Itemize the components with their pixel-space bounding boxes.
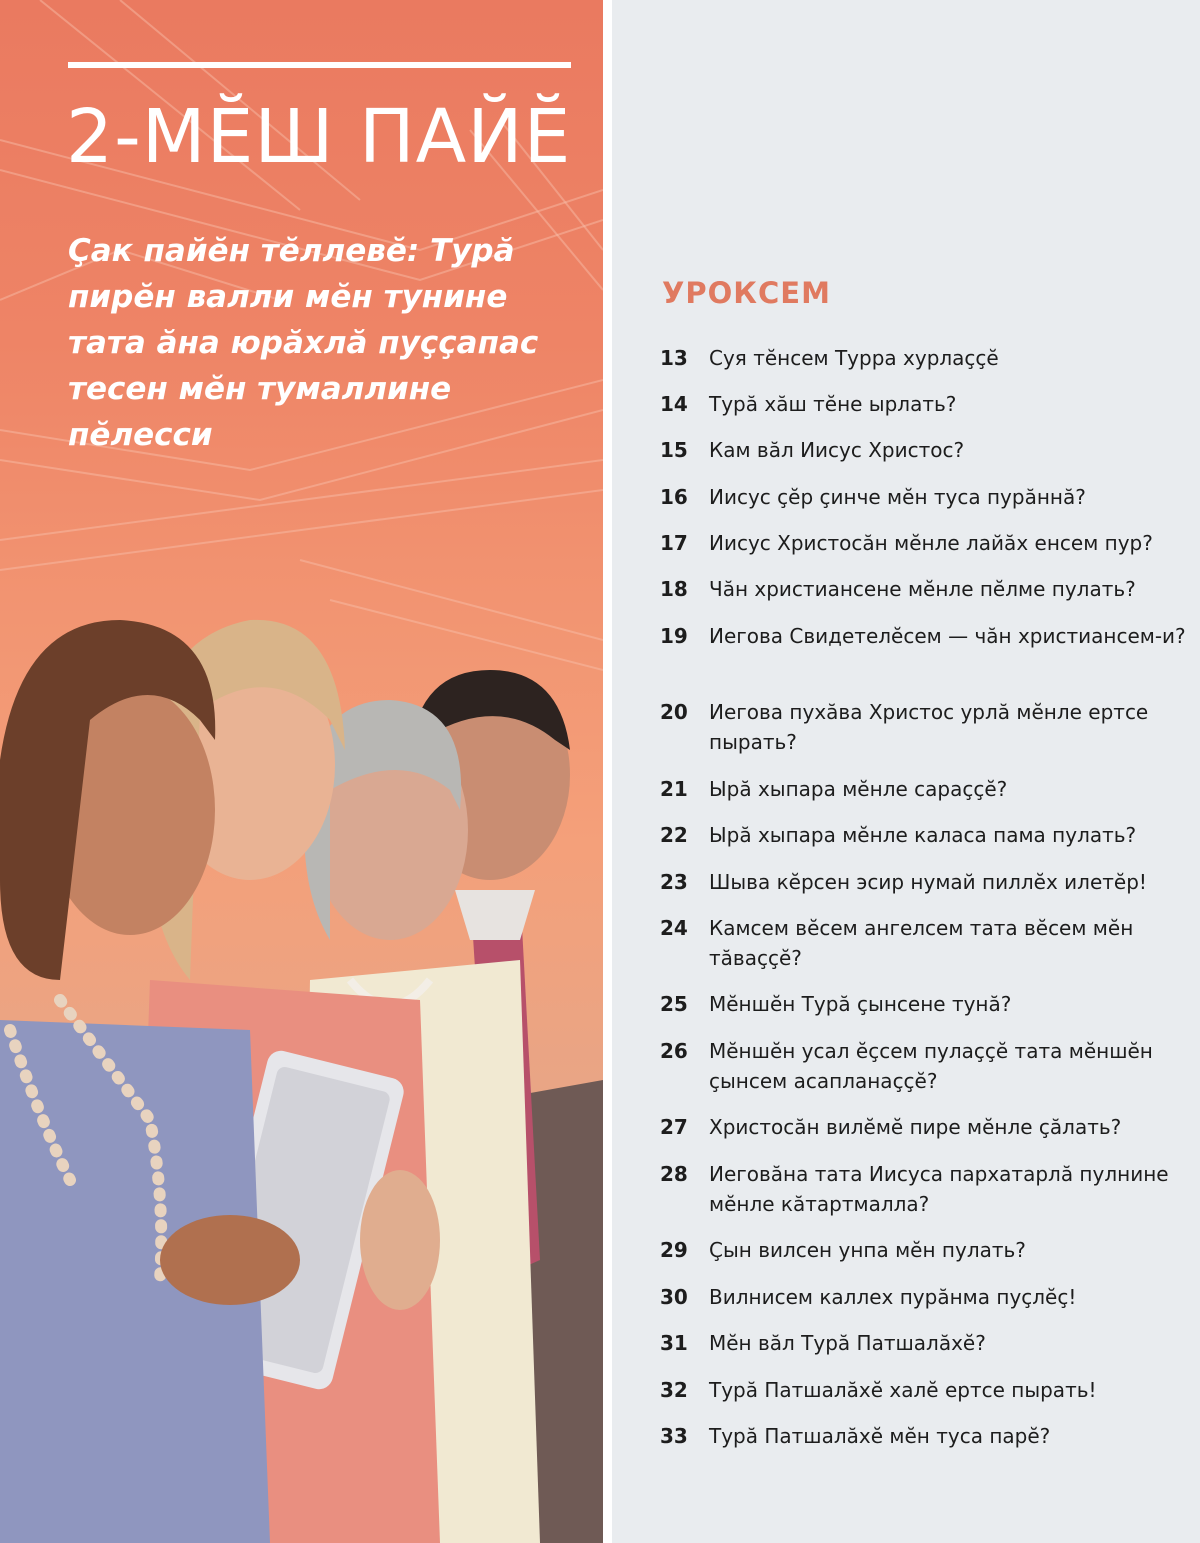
lesson-title: Вилнисем каллех пурăнма пуçлĕç! [709, 1285, 1077, 1309]
lesson-title: Суя тĕнсем Турра хурлаççĕ [709, 346, 999, 370]
lessons-panel [612, 0, 1200, 1543]
lesson-number: 33 [660, 1424, 688, 1448]
title-rule [68, 62, 571, 68]
lesson-number: 23 [660, 870, 688, 894]
page-divider [603, 0, 612, 1543]
lesson-number: 19 [660, 624, 688, 648]
lesson-number: 14 [660, 392, 688, 416]
lesson-number: 26 [660, 1039, 688, 1063]
part-title: 2-МĔШ ПАЙĔ [66, 94, 572, 180]
lesson-title: Ырă хыпара мĕнле сараççĕ? [709, 777, 1008, 801]
lesson-title: Иегова Свидетелĕсем — чăн христиансем-и? [709, 624, 1186, 648]
lesson-number: 24 [660, 916, 688, 940]
lesson-number: 16 [660, 485, 688, 509]
lesson-title: Мĕн вăл Турă Патшалăхĕ? [709, 1331, 986, 1355]
lesson-title: Турă Патшалăхĕ мĕн туса парĕ? [709, 1424, 1051, 1448]
lesson-title: Çын вилсен унпа мĕн пулать? [709, 1238, 1026, 1262]
lesson-number: 17 [660, 531, 688, 555]
lesson-number: 30 [660, 1285, 688, 1309]
lesson-number: 20 [660, 700, 688, 724]
lesson-title: Камсем вĕсем ангелсем тата вĕсем мĕн тăваççĕ? [709, 916, 1134, 970]
lesson-number: 28 [660, 1162, 688, 1186]
lesson-title: Иисус Христосăн мĕнле лайăх енсем пур? [709, 531, 1153, 555]
lesson-title: Шыва кĕрсен эсир нумай пиллĕх илетĕр! [709, 870, 1147, 894]
lesson-title: Кам вăл Иисус Христос? [709, 438, 965, 462]
lesson-title: Турă Патшалăхĕ халĕ ертсе пырать! [709, 1378, 1097, 1402]
lesson-number: 15 [660, 438, 688, 462]
group-of-smiling-people-illustration [0, 560, 603, 1543]
lesson-title: Турă хăш тĕне ырлать? [709, 392, 957, 416]
lesson-title: Чăн христиансене мĕнле пĕлме пулать? [709, 577, 1136, 601]
lesson-number: 13 [660, 346, 688, 370]
lessons-heading: УРОКСЕМ [662, 276, 831, 310]
lesson-title: Иеговăна тата Иисуса пархатарлă пулнине мĕнле кăтартмалла? [709, 1162, 1169, 1216]
lesson-title: Мĕншĕн усал ĕçсем пулаççĕ тата мĕншĕн çынсем асапланаççĕ? [709, 1039, 1153, 1093]
lesson-number: 29 [660, 1238, 688, 1262]
lesson-number: 18 [660, 577, 688, 601]
lesson-number: 22 [660, 823, 688, 847]
lesson-title: Иисус çĕр çинче мĕн туса пурăннă? [709, 485, 1086, 509]
lesson-number: 32 [660, 1378, 688, 1402]
lesson-title: Мĕншĕн Турă çынсене тунă? [709, 992, 1012, 1016]
lesson-number: 21 [660, 777, 688, 801]
lesson-title: Иегова пухăва Христос урлă мĕнле ертсе пырать? [709, 700, 1149, 754]
lesson-number: 31 [660, 1331, 688, 1355]
lesson-number: 27 [660, 1115, 688, 1139]
lesson-title: Ырă хыпара мĕнле каласа пама пулать? [709, 823, 1137, 847]
part-subtitle: Çак пайĕн тĕллевĕ: Турă пирĕн валли мĕн тунине тата ăна юрăхлă пуççапас тесен мĕн тумаллине пĕлесси [68, 233, 539, 453]
lesson-number: 25 [660, 992, 688, 1016]
lesson-title: Христосăн вилĕмĕ пире мĕнле çăлать? [709, 1115, 1122, 1139]
